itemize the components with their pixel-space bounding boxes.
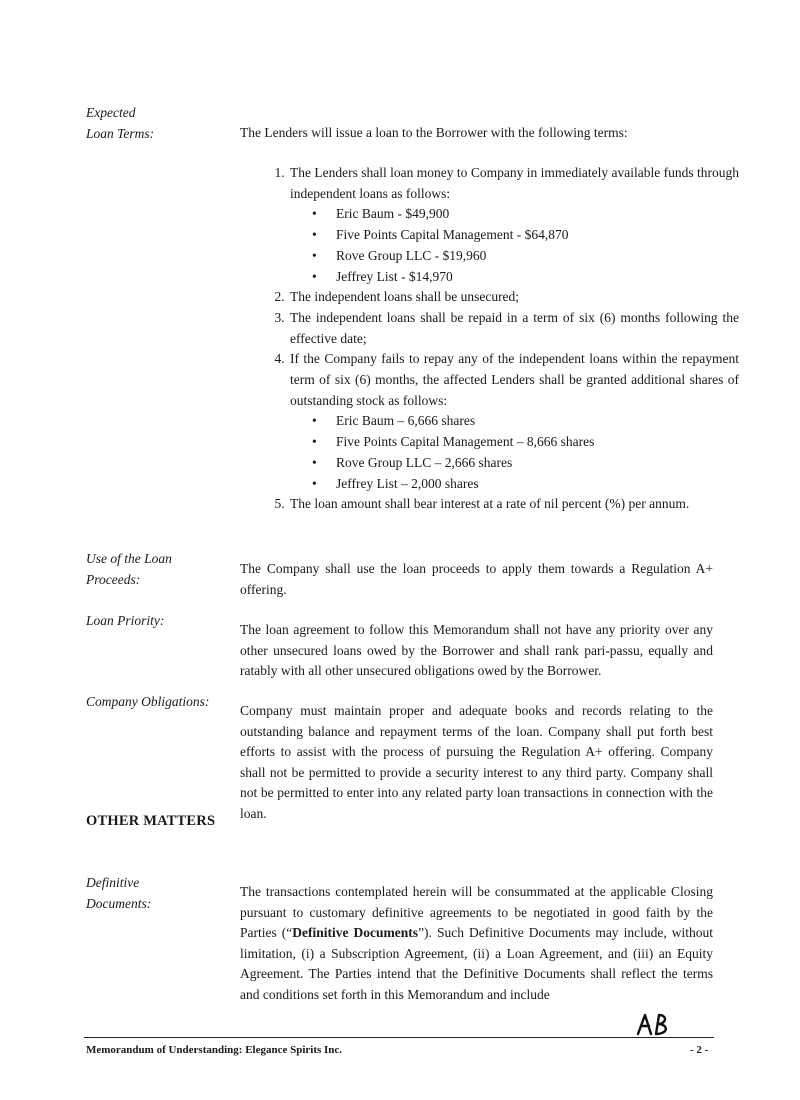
bullet-item: • Five Points Capital Management – 8,666 shares (336, 432, 739, 453)
definitive-documents-label (86, 872, 151, 914)
footer-rule (84, 1037, 714, 1038)
company-obligations-text: Company must maintain proper and adequate books and records relating to the outstanding balance and repayment terms of the loan. Company shall put forth best efforts to assist with the process of pursuing the Regulation A+ offering. Company shall not be permitted to provide a security interest to any third party. Company shall not be permitted to enter into any related party loan transactions in connection with the loan. (240, 703, 713, 821)
use-of-proceeds-label (86, 548, 172, 590)
bullet-item: • Eric Baum - $49,900 (336, 204, 739, 225)
share-bullets (290, 411, 739, 494)
handwritten-initials (636, 1012, 670, 1036)
bullet-item: • Jeffrey List - $14,970 (336, 267, 739, 288)
use-of-proceeds-text: The Company shall use the loan proceeds to apply them towards a Regulation A+ offering. (240, 561, 713, 597)
defined-term: Definitive Documents (292, 925, 419, 940)
expected-loan-terms-label (86, 102, 154, 144)
term-item-5: 5. The loan amount shall bear interest at a rate of nil percent (%) per annum. (288, 494, 739, 515)
text-segment: The transactions contemplated herein will be consummated at the applicable Closing pursuant to customary definitive agreements to be negotiated in good faith by the Parties (“ (240, 884, 713, 940)
loan-amount-bullets (290, 204, 739, 287)
term-item-text: The Lenders shall loan money to Company in immediately available funds through independent loans as follows: (290, 165, 739, 201)
label-line: Use of the Loan (86, 551, 172, 566)
other-matters-heading: OTHER MATTERS (86, 813, 216, 829)
term-item-text: If the Company fails to repay any of the independent loans within the repayment term of six (6) months, the affected Lenders shall be granted additional shares of outstanding stock as follows: (290, 351, 739, 408)
loan-priority-text: The loan agreement to follow this Memorandum shall not have any priority over any other unsecured loans owed by the Borrower and shall rank pari-passu, equally and ratably with all other unsecured obligations owed by the Borrower. (240, 622, 713, 678)
label-line: Loan Terms: (86, 126, 155, 141)
term-item-4 (288, 349, 739, 494)
definitive-documents-text (240, 882, 713, 1005)
bullet-item: • Rove Group LLC – 2,666 shares (336, 453, 739, 474)
bullet-item: • Jeffrey List – 2,000 shares (336, 474, 739, 495)
bullet-item: • Eric Baum – 6,666 shares (336, 411, 739, 432)
footer-title: Memorandum of Understanding: Elegance Spirits Inc. (86, 1044, 343, 1056)
text-segment: ”). Such Definitive Documents may include, without limitation, (i) a Subscription Agreement, (ii) a Loan Agreement, and (iii) an Equity Agreement. The Parties intend that the Definitive Documents shall reflect the terms and conditions set forth in this Memorandum and include (240, 925, 714, 1002)
bullet-item: • Five Points Capital Management - $64,870 (336, 225, 739, 246)
loan-priority-label: Loan Priority: (86, 613, 165, 628)
term-item-2: 2. The independent loans shall be unsecured; (288, 287, 739, 308)
company-obligations-label: Company Obligations: (86, 694, 210, 709)
loan-terms-list (262, 163, 739, 515)
term-item-1 (288, 163, 739, 287)
label-line: Proceeds: (86, 572, 141, 587)
term-item-3: 3. The independent loans shall be repaid in a term of six (6) months following the effective date; (288, 308, 739, 349)
label-line: Documents: (86, 896, 152, 911)
label-line: Expected (86, 105, 136, 120)
expected-terms-intro: The Lenders will issue a loan to the Borrower with the following terms: (240, 125, 628, 140)
label-line: Definitive (86, 875, 140, 890)
bullet-item: • Rove Group LLC - $19,960 (336, 246, 739, 267)
page-number: - 2 - (690, 1044, 709, 1056)
